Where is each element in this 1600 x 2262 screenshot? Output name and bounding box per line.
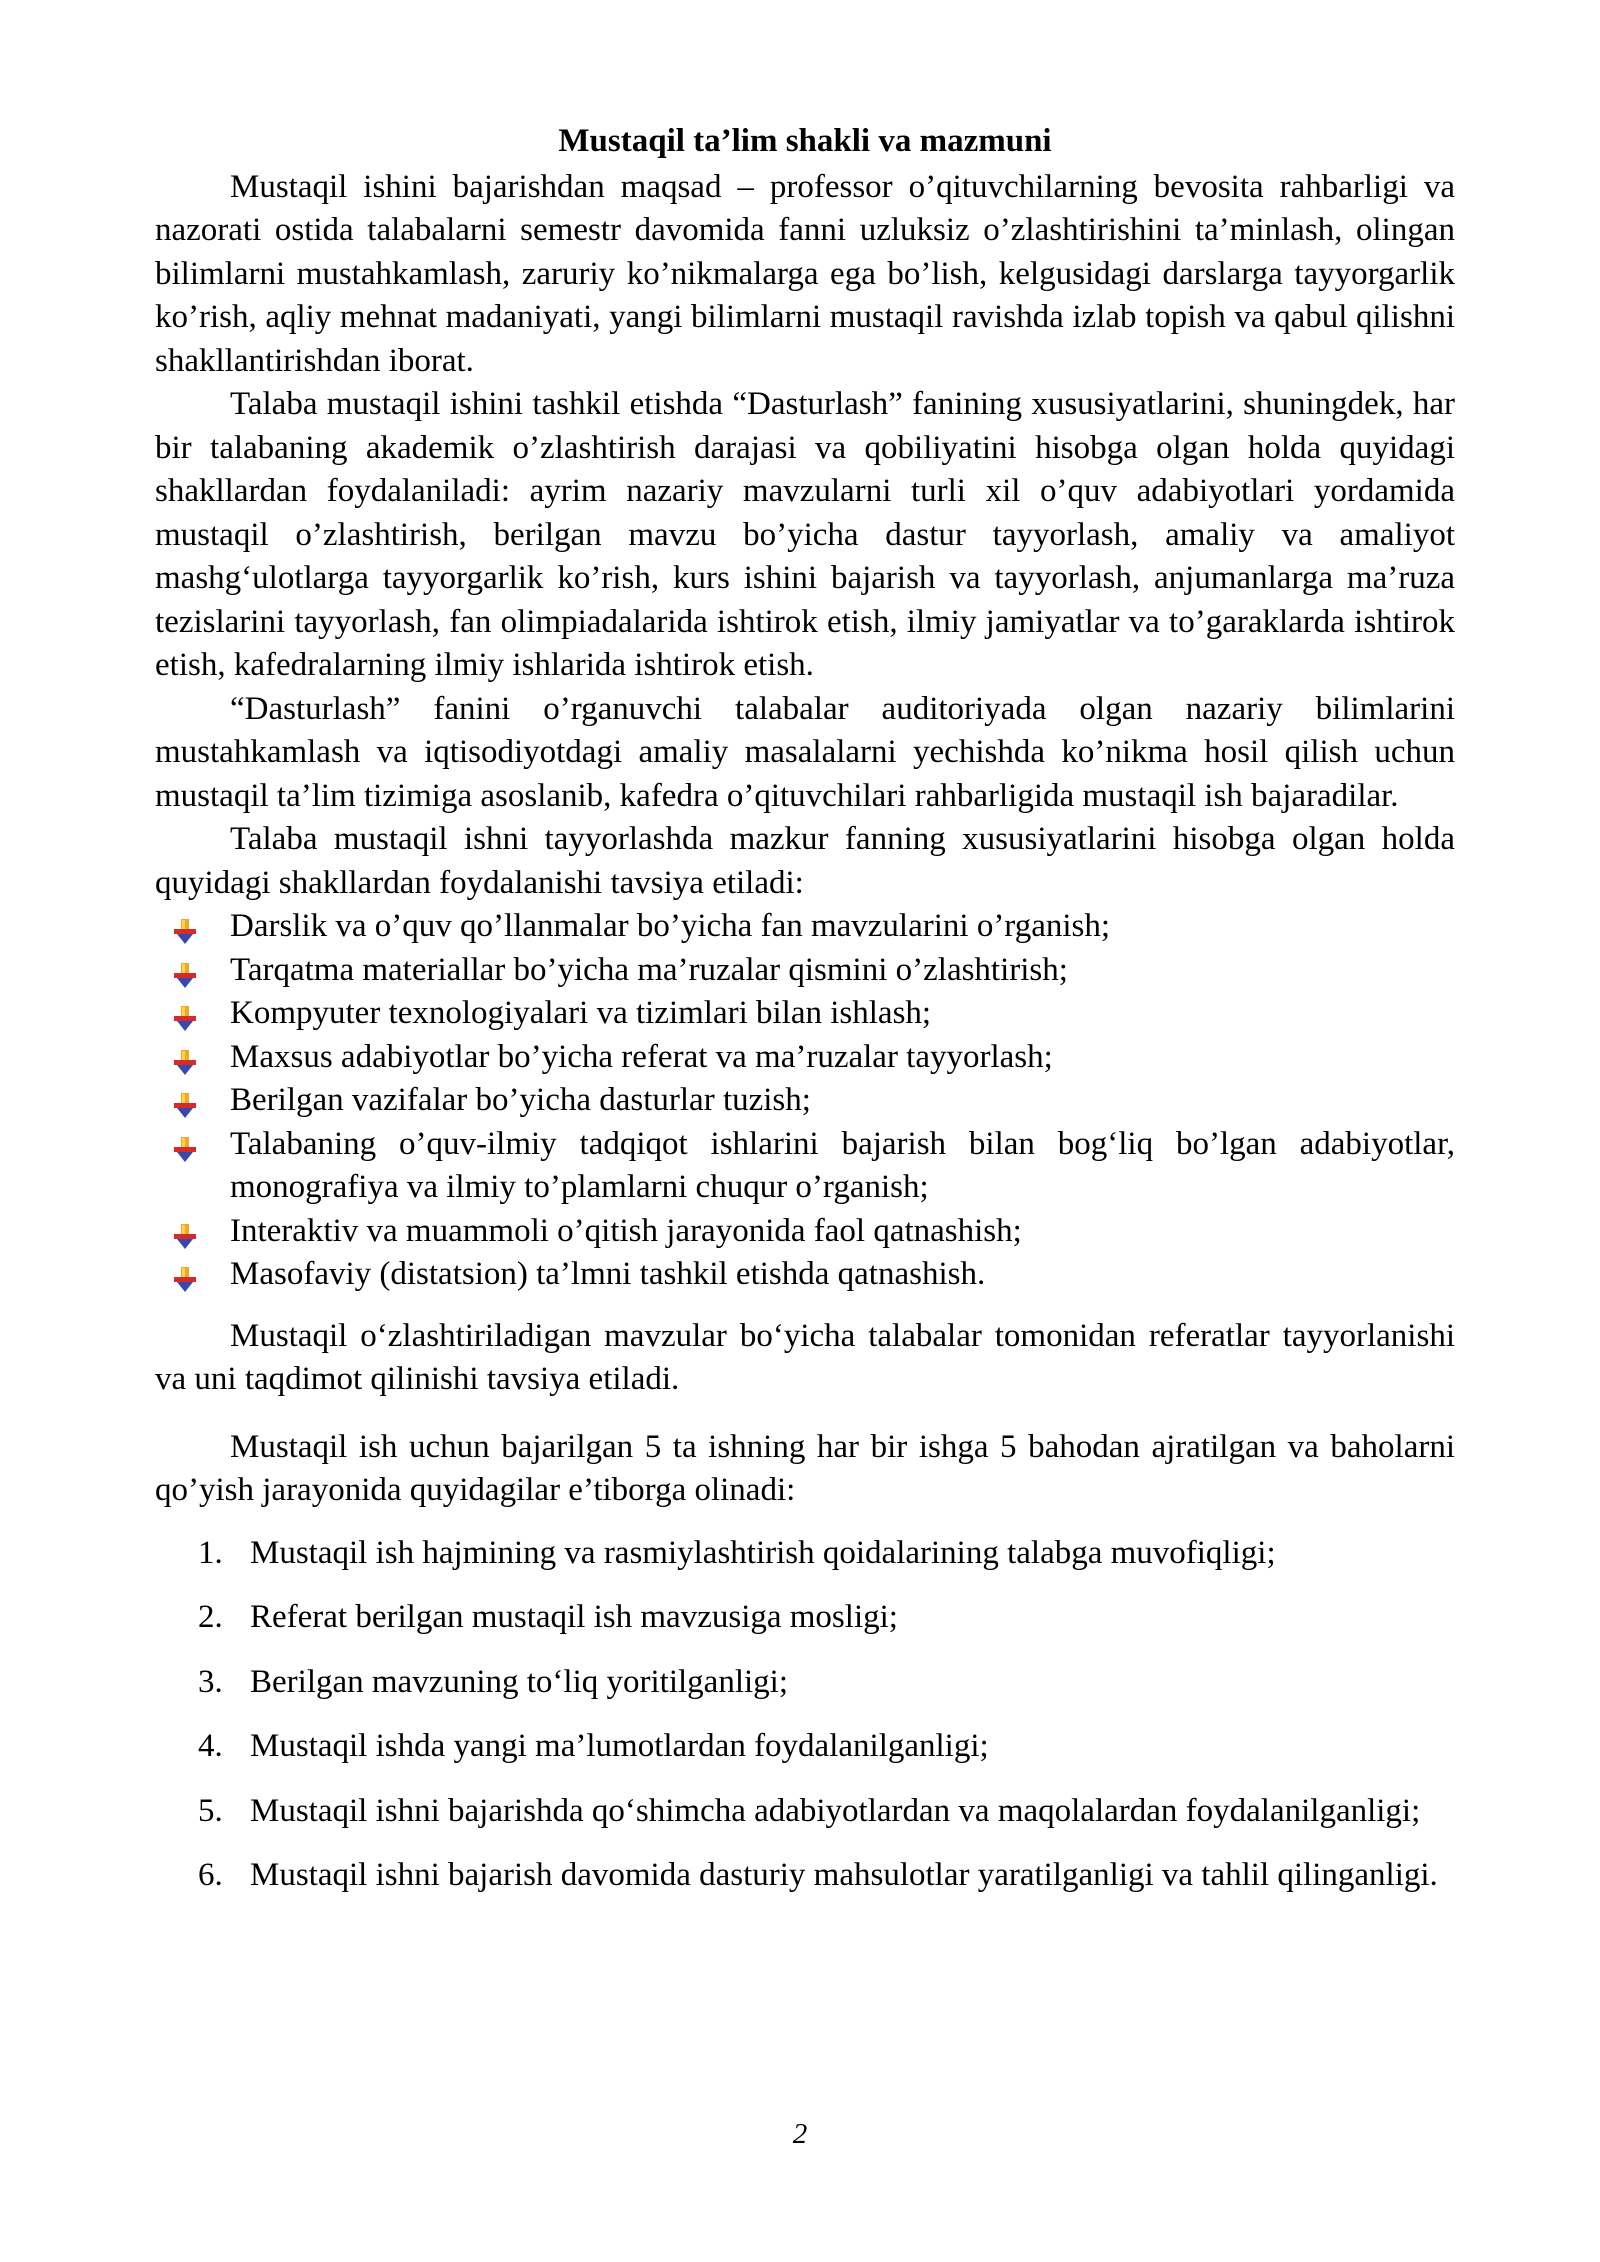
criteria-numbered-list — [155, 1521, 1455, 1908]
list-item — [198, 1714, 1455, 1779]
paragraph-purpose: Mustaqil ishini bajarishdan maqsad – professor o’qituvchilarning bevosita rahbarligi va nazorati ostida talabalarni semestr davomida fanni uzluksiz o’zlashtirishini ta’minlash, olingan bilimlarni mustahkamlash, zaruriy ko’nikmalarga ega bo’lish, kelgusidagi darslarga tayyorgarlik ko’rish, aqliy mehnat madaniyati, yangi bilimlarni mustaqil ravishda izlab topish va qabul qilishni shakllantirishdan iborat. — [155, 168, 1455, 379]
paragraph-referat: Mustaqil o‘zlashtiriladigan mavzular bo‘yicha talabalar tomonidan referatlar tayyorlanishi va uni taqdimot qilinishi tavsiya etiladi. — [155, 1317, 1455, 1397]
list-item-text: Mustaqil ishni bajarishda qo‘shimcha adabiyotlardan va maqolalardan foydalanilganligi; — [250, 1792, 1421, 1829]
list-item — [198, 1650, 1455, 1715]
bullet-arrow-icon — [173, 1045, 197, 1071]
list-item — [198, 1585, 1455, 1650]
list-item-text: Tarqatma materiallar bo’yicha ma’ruzalar qismini o’zlashtirish; — [230, 951, 1068, 988]
list-item — [230, 992, 1455, 1036]
list-item — [230, 1253, 1455, 1297]
list-item-text: Berilgan mavzuning to‘liq yoritilganligi; — [250, 1663, 788, 1700]
list-item-number: 6. — [198, 1857, 223, 1893]
page-title: Mustaqil ta’lim shakli va mazmuni — [558, 123, 1052, 159]
list-item-number: 4. — [198, 1728, 223, 1764]
bullet-arrow-icon — [173, 1132, 197, 1158]
list-item-number: 2. — [198, 1599, 223, 1635]
bullet-arrow-icon — [173, 958, 197, 984]
paragraph-forms-intro: Talaba mustaqil ishni tayyorlashda mazkur fanning xususiyatlarini hisobga olgan holda quyidagi shakllardan foydalanishi tavsiya etiladi: — [155, 821, 1455, 901]
list-item-text: Talabaning o’quv-ilmiy tadqiqot ishlarini bajarish bilan bog‘liq bo’lgan adabiyotlar, monografiya va ilmiy to’plamlarni chuqur o’rganish; — [230, 1125, 1455, 1205]
list-item-number: 5. — [198, 1792, 223, 1829]
paragraph-grading-intro: Mustaqil ish uchun bajarilgan 5 ta ishning har bir ishga 5 bahodan ajratilgan va baholarni qo’yish jarayonida quyidagilar e’tiborga olinadi: — [155, 1428, 1455, 1508]
document-page — [155, 120, 1455, 1908]
list-item — [230, 905, 1455, 949]
bullet-arrow-icon — [173, 1219, 197, 1245]
list-item-text: Mustaqil ishni bajarish davomida dasturiy mahsulotlar yaratilganligi va tahlil qilinganligi. — [250, 1857, 1438, 1893]
bullet-arrow-icon — [173, 1088, 197, 1114]
list-item-text: Darslik va o’quv qo’llanmalar bo’yicha fan mavzularini o’rganish; — [230, 908, 1111, 944]
page-number: 2 — [792, 2118, 808, 2150]
list-item-text: Masofaviy (distatsion) ta’lmni tashkil etishda qatnashish. — [230, 1256, 986, 1292]
list-item-text: Maxsus adabiyotlar bo’yicha referat va ma’ruzalar tayyorlash; — [230, 1038, 1053, 1075]
list-item — [230, 1210, 1455, 1254]
list-item-text: Referat berilgan mustaqil ish mavzusiga mosligi; — [250, 1599, 898, 1635]
list-item — [198, 1779, 1455, 1844]
bullet-arrow-icon — [173, 1262, 197, 1288]
list-item — [230, 1036, 1455, 1080]
list-item — [230, 1123, 1455, 1210]
list-item — [198, 1843, 1455, 1908]
forms-bullet-list — [155, 905, 1455, 1297]
paragraph-students: “Dasturlash” fanini o’rganuvchi talabalar auditoriyada olgan nazariy bilimlarini mustahkamlash va iqtisodiyotdagi amaliy masalalarni yechishda ko’nikma hosil qilish uchun mustaqil ta’lim tizimiga asoslanib, kafedra o’qituvchilari rahbarligida mustaqil ish bajaradilar. — [155, 690, 1455, 814]
bullet-arrow-icon — [173, 914, 197, 940]
list-item-number: 3. — [198, 1663, 223, 1700]
list-item-number: 1. — [198, 1534, 223, 1571]
list-item — [198, 1521, 1455, 1586]
list-item-text: Mustaqil ishda yangi ma’lumotlardan foydalanilganligi; — [250, 1728, 989, 1764]
bullet-arrow-icon — [173, 1001, 197, 1027]
list-item — [230, 1079, 1455, 1123]
list-item-text: Berilgan vazifalar bo’yicha dasturlar tuzish; — [230, 1082, 811, 1118]
list-item-text: Interaktiv va muammoli o’qitish jarayonida faol qatnashish; — [230, 1212, 1022, 1249]
list-item-text: Kompyuter texnologiyalari va tizimlari bilan ishlash; — [230, 995, 932, 1031]
list-item-text: Mustaqil ish hajmining va rasmiylashtirish qoidalarining talabga muvofiqligi; — [250, 1534, 1276, 1571]
list-item — [230, 949, 1455, 993]
paragraph-organization: Talaba mustaqil ishini tashkil etishda “Dasturlash” fanining xususiyatlarini, shuningdek, har bir talabaning akademik o’zlashtirish darajasi va qobiliyatini hisobga olgan holda quyidagi shakllardan foydalaniladi: ayrim nazariy mavzularni turli xil o’quv adabiyotlari yordamida mustaqil o’zlashtirish, berilgan mavzu bo’yicha dastur tayyorlash, amaliy va amaliyot mashg‘ulotlarga tayyorgarlik ko’rish, kurs ishini bajarish va tayyorlash, anjumanlarga ma’ruza tezislarini tayyorlash, fan olimpiadalarida ishtirok etish, ilmiy jamiyatlar va to’garaklarda ishtirok etish, kafedralarning ilmiy ishlarida ishtirok etish. — [155, 386, 1455, 683]
